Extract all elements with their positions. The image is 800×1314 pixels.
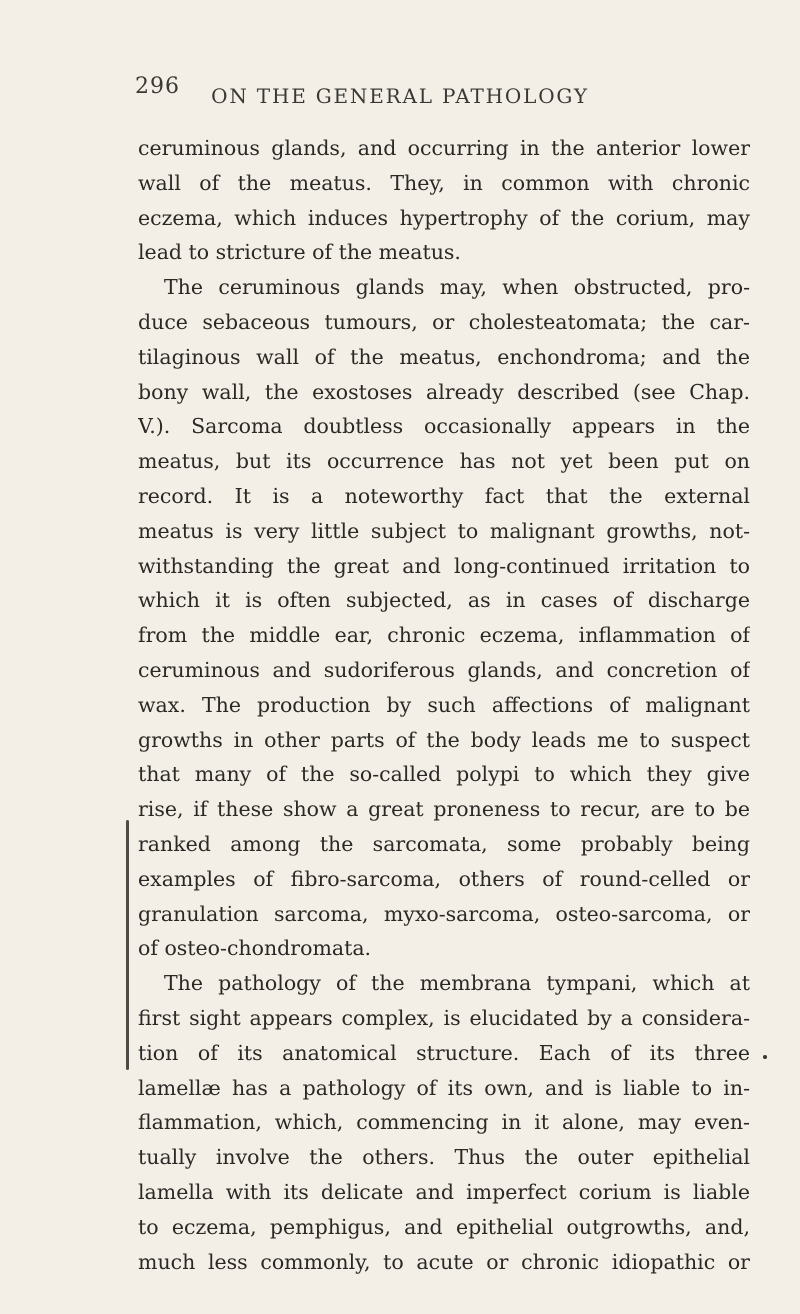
text-line: growths in other parts of the body leads me to suspect (138, 727, 750, 752)
text-line: ceruminous glands, and occurring in the anterior lower (138, 136, 750, 160)
text-line: tion of its anatomical structure. Each of its three (138, 1040, 750, 1065)
text-line: eczema, which induces hypertrophy of the corium, may (138, 205, 750, 230)
text-line: record. It is a noteworthy fact that the external (138, 483, 750, 508)
text-line: lead to stricture of the meatus. (138, 240, 461, 265)
text-line: meatus is very little subject to malignant growths, not- (138, 518, 750, 543)
text-line: wax. The production by such affections of malignant (138, 692, 750, 717)
text-line: withstanding the great and long-continued irritation to (138, 553, 750, 578)
text-line: ranked among the sarcomata, some probably being (138, 831, 750, 856)
text-line: meatus, but its occurrence has not yet been put on (138, 449, 750, 474)
text-line: much less commonly, to acute or chronic idiopathic or (138, 1249, 750, 1274)
text-line: from the middle ear, chronic eczema, inflammation of (138, 623, 750, 648)
text-line: granulation sarcoma, myxo-sarcoma, osteo-sarcoma, or (138, 901, 750, 926)
text-line: bony wall, the exostoses already described (see Chap. (138, 379, 750, 404)
text-line: which it is often subjected, as in cases of discharge (138, 588, 750, 613)
text-line: The ceruminous glands may, when obstructed, pro- (164, 275, 750, 300)
text-line: tilaginous wall of the meatus, enchondroma; and the (138, 344, 750, 369)
ink-speck (763, 1055, 767, 1059)
text-line: tually involve the others. Thus the outer epithelial (138, 1145, 750, 1170)
text-line: flammation, which, commencing in it alone, may even- (138, 1110, 750, 1135)
page-number: 296 (135, 74, 180, 99)
text-line: examples of fibro-sarcoma, others of round-celled or (138, 866, 750, 891)
text-line: duce sebaceous tumours, or cholesteatomata; the car- (138, 309, 750, 334)
text-line: lamellæ has a pathology of its own, and is liable to in- (138, 1075, 750, 1100)
text-line: to eczema, pemphigus, and epithelial outgrowths, and, (138, 1214, 750, 1239)
text-line: V.). Sarcoma doubtless occasionally appears in the (138, 414, 750, 439)
body-text (138, 131, 750, 1279)
text-line: rise, if these show a great proneness to recur, are to be (138, 797, 750, 822)
text-line: that many of the so-called polypi to which they give (138, 762, 750, 787)
text-line: lamella with its delicate and imperfect corium is liable (138, 1179, 750, 1204)
text-line: ceruminous and sudoriferous glands, and concretion of (138, 657, 750, 682)
text-line: wall of the meatus. They, in common with chronic (138, 170, 750, 195)
margin-mark (126, 820, 129, 1070)
running-head: ON THE GENERAL PATHOLOGY (211, 84, 589, 108)
text-line: of osteo-chondromata. (138, 936, 372, 961)
text-line: The pathology of the membrana tympani, which at (164, 971, 750, 996)
text-line: first sight appears complex, is elucidated by a considera- (138, 1005, 750, 1030)
